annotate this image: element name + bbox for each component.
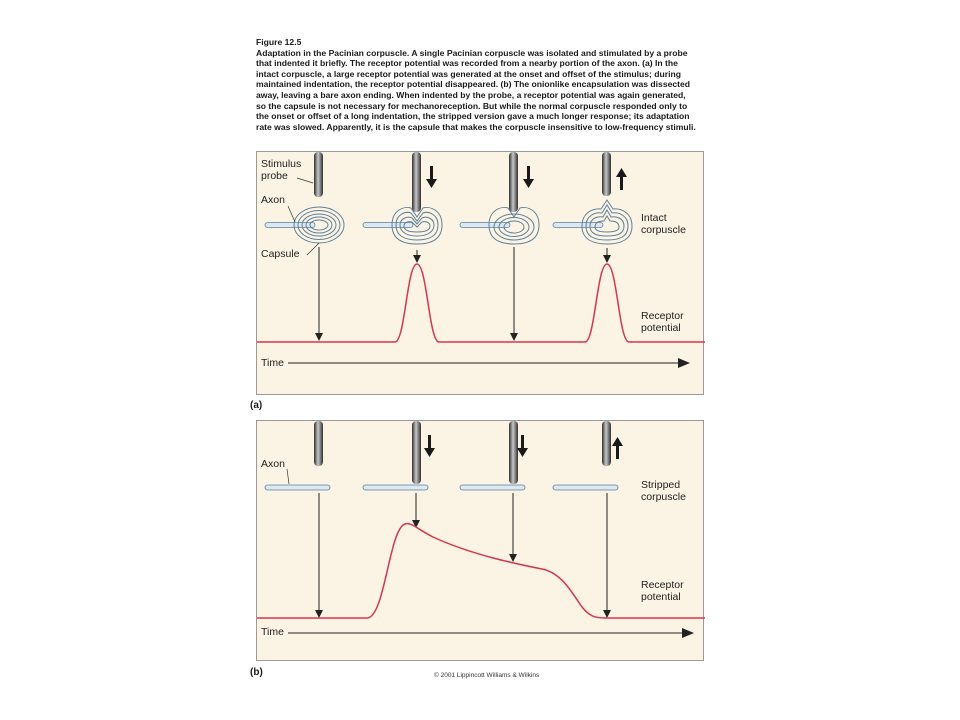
panel-a-diagram xyxy=(257,152,705,396)
figure-number: Figure 12.5 xyxy=(256,37,302,47)
axon xyxy=(460,223,510,228)
stimulus-probe xyxy=(412,421,421,484)
down-arrow-icon xyxy=(424,435,435,457)
label-stimulus-probe: Stimulus probe xyxy=(261,158,302,182)
stimulus-probe xyxy=(314,152,323,197)
capsule-lamellae xyxy=(294,207,344,243)
stimulus-probe xyxy=(602,152,611,196)
panel-label-b: (b) xyxy=(250,667,263,678)
stimulus-probe xyxy=(602,421,611,466)
up-arrow-icon xyxy=(612,437,623,459)
panel-a-intact-corpuscle xyxy=(256,151,704,395)
leader-line-capsule xyxy=(307,243,319,255)
stripped-axon-offset xyxy=(553,421,623,617)
stripped-axon-onset xyxy=(363,421,435,527)
capsule-lamellae-rebound xyxy=(582,200,632,244)
down-arrow-icon xyxy=(426,166,437,188)
label-capsule: Capsule xyxy=(261,248,300,260)
stripped-axon-maintained xyxy=(460,421,528,561)
down-arrow-icon xyxy=(523,166,534,188)
label-time: Time xyxy=(261,626,284,638)
stripped-axon-resting xyxy=(265,421,330,617)
intact-corpuscle-onset xyxy=(363,152,442,262)
down-arrow-icon xyxy=(517,435,528,457)
bare-axon-ending xyxy=(265,485,330,490)
figure-caption xyxy=(256,37,696,132)
bare-axon-ending xyxy=(363,485,428,490)
receptor-potential-trace xyxy=(257,264,705,342)
axon xyxy=(265,223,315,228)
panel-label-a: (a) xyxy=(250,400,263,411)
label-axon: Axon xyxy=(261,194,285,206)
bare-axon-ending xyxy=(553,485,618,490)
figure-caption-text: Adaptation in the Pacinian corpuscle. A single Pacinian corpuscle was isolated and stimulated by a probe that indented it briefly. The receptor potential was recorded from a nearby portion of the axon. (a) In the intact corpuscle, a large receptor potential was generated at the onset and offset of the stimulus; during maintained indentation, the receptor potential disappeared. (b) The onionlike encapsulation was dissected away, leaving a bare axon ending. When indented by the probe, a receptor potential was again generated, so the capsule is not necessary for mechanoreception. But while the normal corpuscle responded only to the onset or offset of a long indentation, the stripped version gave a much longer response; its adaptation rate was slowed. Apparently, it is the capsule that makes the corpuscle insensitive to low-frequency stimuli. xyxy=(256,47,696,132)
label-intact-corpuscle: Intact corpuscle xyxy=(641,212,686,236)
label-receptor-potential: Receptor potential xyxy=(641,579,684,603)
label-stripped-corpuscle: Stripped corpuscle xyxy=(641,479,686,503)
stimulus-probe xyxy=(509,421,518,484)
stimulus-probe xyxy=(509,152,518,212)
label-receptor-potential: Receptor potential xyxy=(641,310,684,334)
stimulus-probe xyxy=(314,421,323,466)
leader-line-axon xyxy=(288,206,295,222)
stimulus-probe xyxy=(412,152,421,212)
receptor-potential-trace xyxy=(257,524,705,618)
copyright-notice: © 2001 Lippincott Williams & Wilkins xyxy=(434,672,540,679)
label-axon: Axon xyxy=(261,458,285,470)
panel-b-stripped-corpuscle xyxy=(256,420,704,661)
label-time: Time xyxy=(261,357,284,369)
intact-corpuscle-maintained xyxy=(460,152,539,340)
bare-axon-ending xyxy=(460,485,525,490)
intact-corpuscle-offset xyxy=(553,152,632,262)
panel-b-diagram xyxy=(257,421,705,662)
up-arrow-icon xyxy=(616,168,627,190)
leader-line-axon xyxy=(287,469,289,484)
